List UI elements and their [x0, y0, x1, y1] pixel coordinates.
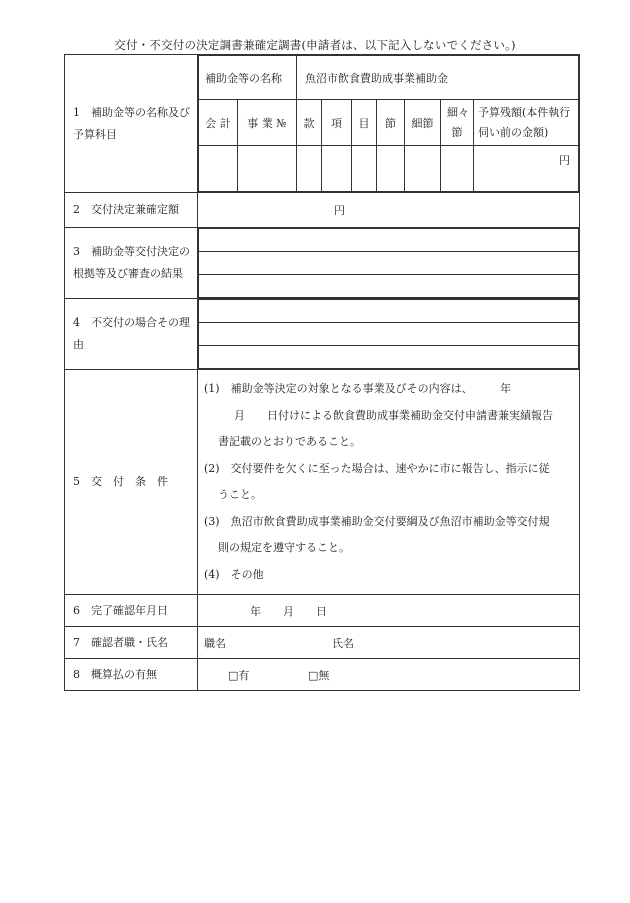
review-line-2[interactable]	[199, 252, 579, 275]
row5-label: 5 交 付 条 件	[65, 370, 198, 595]
row4-label: 4 不交付の場合その理由	[65, 299, 198, 370]
condition-1-line-2: 月 日付けによる飲食費助成事業補助金交付申請書兼実績報告	[234, 408, 553, 422]
subsidy-name-label: 補助金等の名称	[199, 56, 297, 100]
condition-1-line-1: (1) 補助金等決定の対象となる事業及びその内容は、 年	[204, 382, 512, 395]
cell-saisetsu[interactable]	[405, 146, 441, 192]
completion-date-field[interactable]	[198, 595, 580, 627]
position-label: 職名	[204, 636, 226, 650]
condition-3-line-2: 則の規定を遵守すること。	[218, 541, 350, 554]
cell-jigyo-no[interactable]	[238, 146, 297, 192]
row7-label: 7 確認者職・氏名	[65, 627, 198, 659]
col-kan: 款	[297, 100, 322, 146]
budget-balance-yen: 円	[474, 146, 579, 192]
grant-amount-field[interactable]	[198, 193, 580, 228]
cell-saisaisetsu[interactable]	[441, 146, 474, 192]
row2-label: 2 交付決定兼確定額	[65, 193, 198, 228]
condition-2-line-1: (2) 交付要件を欠くに至った場合は、速やかに市に報告し、指示に従	[204, 461, 550, 475]
cell-kou[interactable]	[322, 146, 352, 192]
col-kou: 項	[322, 100, 352, 146]
col-kaikei: 会 計	[199, 100, 238, 146]
decision-form-table	[64, 54, 580, 691]
subsidy-name-value: 魚沼市飲食費助成事業補助金	[297, 56, 579, 100]
review-line-1[interactable]	[199, 229, 579, 252]
budget-subtable	[198, 55, 579, 192]
row8-label: 8 概算払の有無	[65, 659, 198, 691]
row1-label: 1 補助金等の名称及び予算科目	[65, 55, 198, 193]
advance-payment-no-checkbox[interactable]: □無	[308, 668, 330, 682]
completion-date-value: 年 月 日	[250, 604, 327, 618]
col-budget-balance: 予算残額(本件執行伺い前の金額)	[474, 100, 579, 146]
row3-label: 3 補助金等交付決定の根拠等及び審査の結果	[65, 228, 198, 299]
confirmer-field[interactable]	[198, 627, 580, 659]
name-label: 氏名	[332, 636, 354, 650]
cell-moku[interactable]	[352, 146, 377, 192]
condition-1-line-3: 書記載のとおりであること。	[218, 435, 361, 448]
form-title: 交付・不交付の決定調書兼確定調書(申請者は、以下記入しないでください。)	[114, 38, 516, 52]
refusal-reason-lines	[198, 299, 579, 369]
col-saisetsu: 細節	[405, 100, 441, 146]
cell-kaikei[interactable]	[199, 146, 238, 192]
col-moku: 目	[352, 100, 377, 146]
reason-line-2[interactable]	[199, 323, 579, 346]
condition-4: (4) その他	[204, 567, 264, 581]
grant-amount-yen: 円	[334, 204, 345, 217]
cell-kan[interactable]	[297, 146, 322, 192]
col-setsu: 節	[377, 100, 405, 146]
review-line-3[interactable]	[199, 275, 579, 298]
row6-label: 6 完了確認年月日	[65, 595, 198, 627]
review-result-lines	[198, 228, 579, 298]
condition-3-line-1: (3) 魚沼市飲食費助成事業補助金交付要綱及び魚沼市補助金等交付規	[204, 514, 550, 528]
condition-2-line-2: うこと。	[218, 488, 262, 501]
advance-payment-yes-checkbox[interactable]: □有	[228, 668, 250, 682]
col-saisaisetsu: 細々節	[441, 100, 474, 146]
grant-conditions	[198, 370, 580, 595]
cell-setsu[interactable]	[377, 146, 405, 192]
reason-line-3[interactable]	[199, 346, 579, 369]
col-jigyo-no: 事 業 №	[238, 100, 297, 146]
reason-line-1[interactable]	[199, 300, 579, 323]
